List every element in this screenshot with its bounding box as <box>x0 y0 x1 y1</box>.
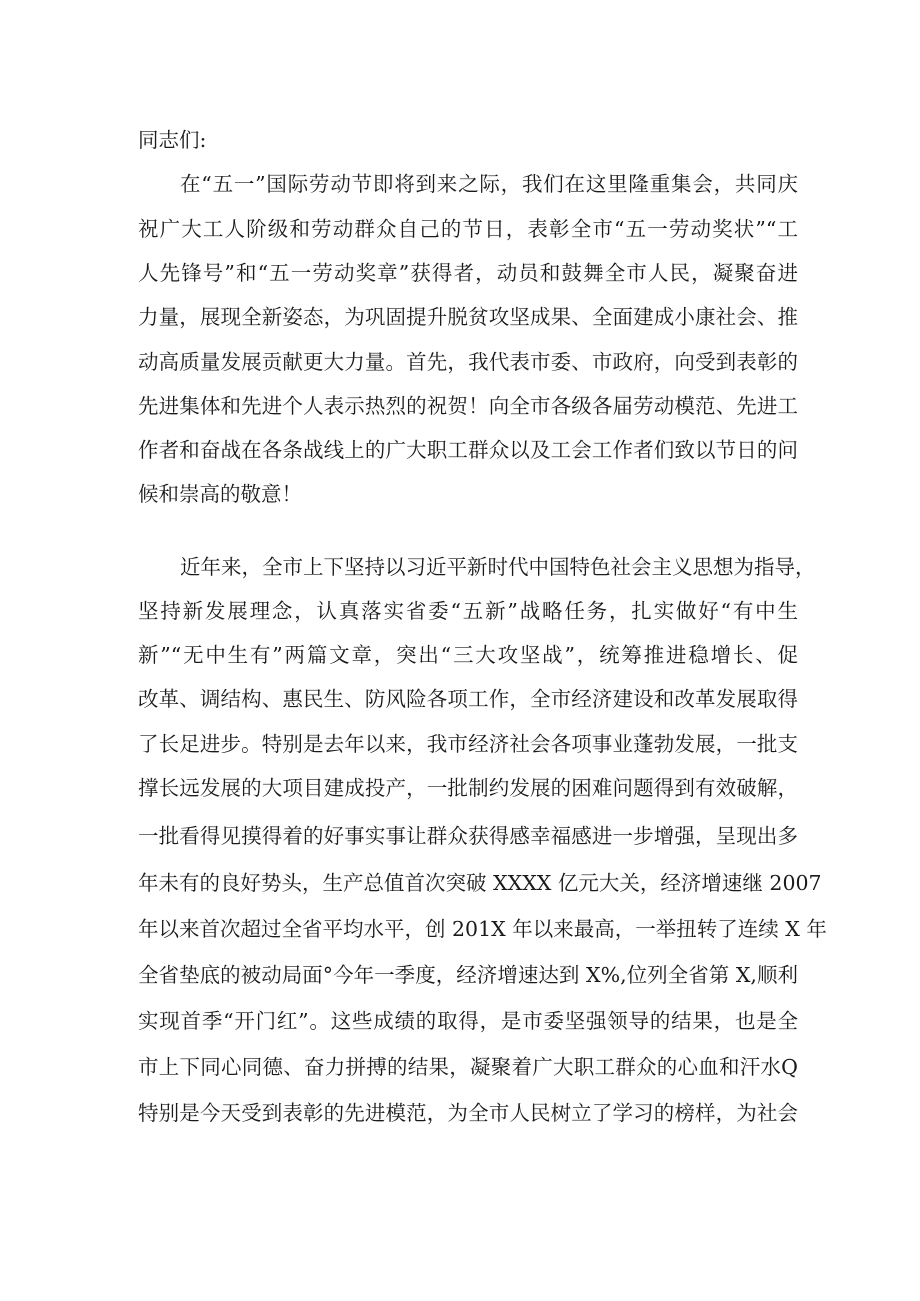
paragraph-1-line-6: 先进集体和先进个人表示热烈的祝贺！向全市各级各届劳动模范、先进工 <box>138 394 798 418</box>
salutation: 同志们: <box>138 128 207 152</box>
paragraph-2-line-11: 实现首季“开门红”。这些成绩的取得，是市委坚强领导的结果，也是全 <box>138 1009 798 1033</box>
paragraph-2-line-3: 新”“无中生有”两篇文章，突出“三大攻坚战”，统筹推进稳增长、促 <box>138 643 798 667</box>
paragraph-2-line-5: 了长足进步。特别是去年以来，我市经济社会各项事业蓬勃发展，一批支 <box>138 732 798 756</box>
paragraph-2-line-9: 年以来首次超过全省平均水平，创 201X 年以来最高，一举扭转了连续 X 年 <box>138 917 827 941</box>
paragraph-2-line-4: 改革、调结构、惠民生、防风险各项工作，全市经济建设和改革发展取得 <box>138 687 798 711</box>
paragraph-2-line-6: 撑长远发展的大项目建成投产，一批制约发展的困难问题得到有效破解， <box>138 776 798 800</box>
paragraph-1-line-4: 力量，展现全新姿态，为巩固提升脱贫攻坚成果、全面建成小康社会、推 <box>138 305 798 329</box>
paragraph-1-line-2: 祝广大工人阶级和劳动群众自己的节日，表彰全市“五一劳动奖状”“工 <box>138 217 798 241</box>
paragraph-2-line-2: 坚持新发展理念，认真落实省委“五新”战略任务，扎实做好“有中生 <box>138 599 798 623</box>
paragraph-1-line-7: 作者和奋战在各条战线上的广大职工群众以及工会工作者们致以节日的问 <box>138 438 798 462</box>
paragraph-1-line-3: 人先锋号”和“五一劳动奖章”获得者，动员和鼓舞全市人民，凝聚奋进 <box>138 261 798 285</box>
paragraph-1-line-5: 动高质量发展贡献更大力量。首先，我代表市委、市政府，向受到表彰的 <box>138 350 798 374</box>
paragraph-2-line-8: 年未有的良好势头，生产总值首次突破 XXXX 亿元大关，经济增速继 2007 <box>138 871 822 895</box>
paragraph-2-line-1: 近年来，全市上下坚持以习近平新时代中国特色社会主义思想为指导， <box>180 555 816 579</box>
paragraph-2-line-10: 全省垫底的被动局面°今年一季度，经济增速达到 X%,位列全省第 X,顺利 <box>138 963 798 987</box>
paragraph-1-line-8: 候和崇高的敬意！ <box>138 482 302 506</box>
paragraph-2-line-12: 市上下同心同德、奋力拼搏的结果，凝聚着广大职工群众的心血和汗水Q <box>138 1055 798 1079</box>
paragraph-1-line-1: 在“五一”国际劳动节即将到来之际，我们在这里隆重集会，共同庆 <box>180 172 798 196</box>
paragraph-2-line-7: 一批看得见摸得着的好事实事让群众获得感幸福感进一步增强，呈现出多 <box>138 824 798 848</box>
paragraph-2-line-13: 特别是今天受到表彰的先进模范，为全市人民树立了学习的榜样，为社会 <box>138 1101 798 1125</box>
